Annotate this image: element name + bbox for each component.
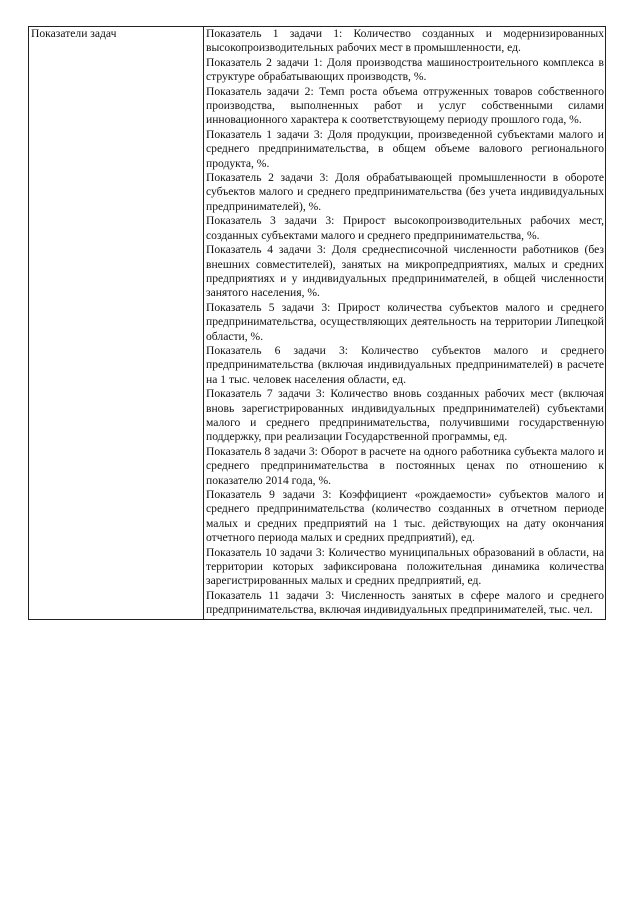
indicator-item: Показатель 5 задачи 3: Прирост количества субъектов малого и среднего предпринимательства, осуществляющих деятельность на территории Липецкой области, %. [206,300,604,343]
indicator-item: Показатель 3 задачи 3: Прирост высокопроизводительных рабочих мест, созданных субъектами малого и среднего предпринимательства, %. [206,214,604,242]
indicator-item: Показатель 4 задачи 3: Доля среднесписочной численности работников (без внешних совместителей), занятых на микропредприятиях, малых и средних предприятиях и у индивидуальных предпринимателей, в общей численности занятого населения, %. [206,243,604,300]
indicator-item: Показатель 8 задачи 3: Оборот в расчете на одного работника субъекта малого и среднего предпринимательства в постоянных ценах по отношению к показателю 2014 года, %. [206,444,604,487]
indicator-item: Показатель 10 задачи 3: Количество муниципальных образований в области, на территории которых зафиксирована положительная динамика количества зарегистрированных малых и средних предприятий, ед. [206,545,604,588]
row-label: Показатели задач [29,27,204,620]
indicator-item: Показатель 2 задачи 3: Доля обрабатывающей промышленности в обороте субъектов малого и среднего предпринимательства (без учета индивидуальных предпринимателей), %. [206,171,604,213]
table-row [29,27,606,620]
indicator-item: Показатель 1 задачи 3: Доля продукции, произведенной субъектами малого и среднего предпринимательства, в общем объеме валового регионального продукта, %. [206,127,604,170]
indicator-item: Показатель 6 задачи 3: Количество субъектов малого и среднего предпринимательства (включая индивидуальных предпринимателей) в расчете на 1 тыс. человек населения области, ед. [206,343,604,386]
indicators-cell [204,27,606,620]
indicator-item: Показатель 11 задачи 3: Численность занятых в сфере малого и среднего предпринимательства, включая индивидуальных предпринимателей, тыс. чел. [206,588,604,617]
indicator-item: Показатель 9 задачи 3: Коэффициент «рождаемости» субъектов малого и среднего предпринимательства (количество созданных в отчетном периоде малых и средних предприятий на 1 тыс. действующих на дату окончания отчетного периода малых и средних предприятий), ед. [206,488,604,545]
indicator-item: Показатель 2 задачи 1: Доля производства машиностроительного комплекса в структуре обрабатывающих производств, %. [206,55,604,84]
indicators-table [28,26,606,620]
indicator-item: Показатель 1 задачи 1: Количество созданных и модернизированных высокопроизводительных рабочих мест в промышленности, ед. [206,27,604,55]
indicator-item: Показатель задачи 2: Темп роста объема отгруженных товаров собственного производства, выполненных работ и услуг собственными силами инновационного характера к соответствующему периоду прошлого года, %. [206,84,604,127]
indicator-item: Показатель 7 задачи 3: Количество вновь созданных рабочих мест (включая вновь зарегистрированных индивидуальных предпринимателей) субъектами малого и среднего предпринимательства, получившими государственную поддержку, при реализации Государственной программы, ед. [206,387,604,444]
